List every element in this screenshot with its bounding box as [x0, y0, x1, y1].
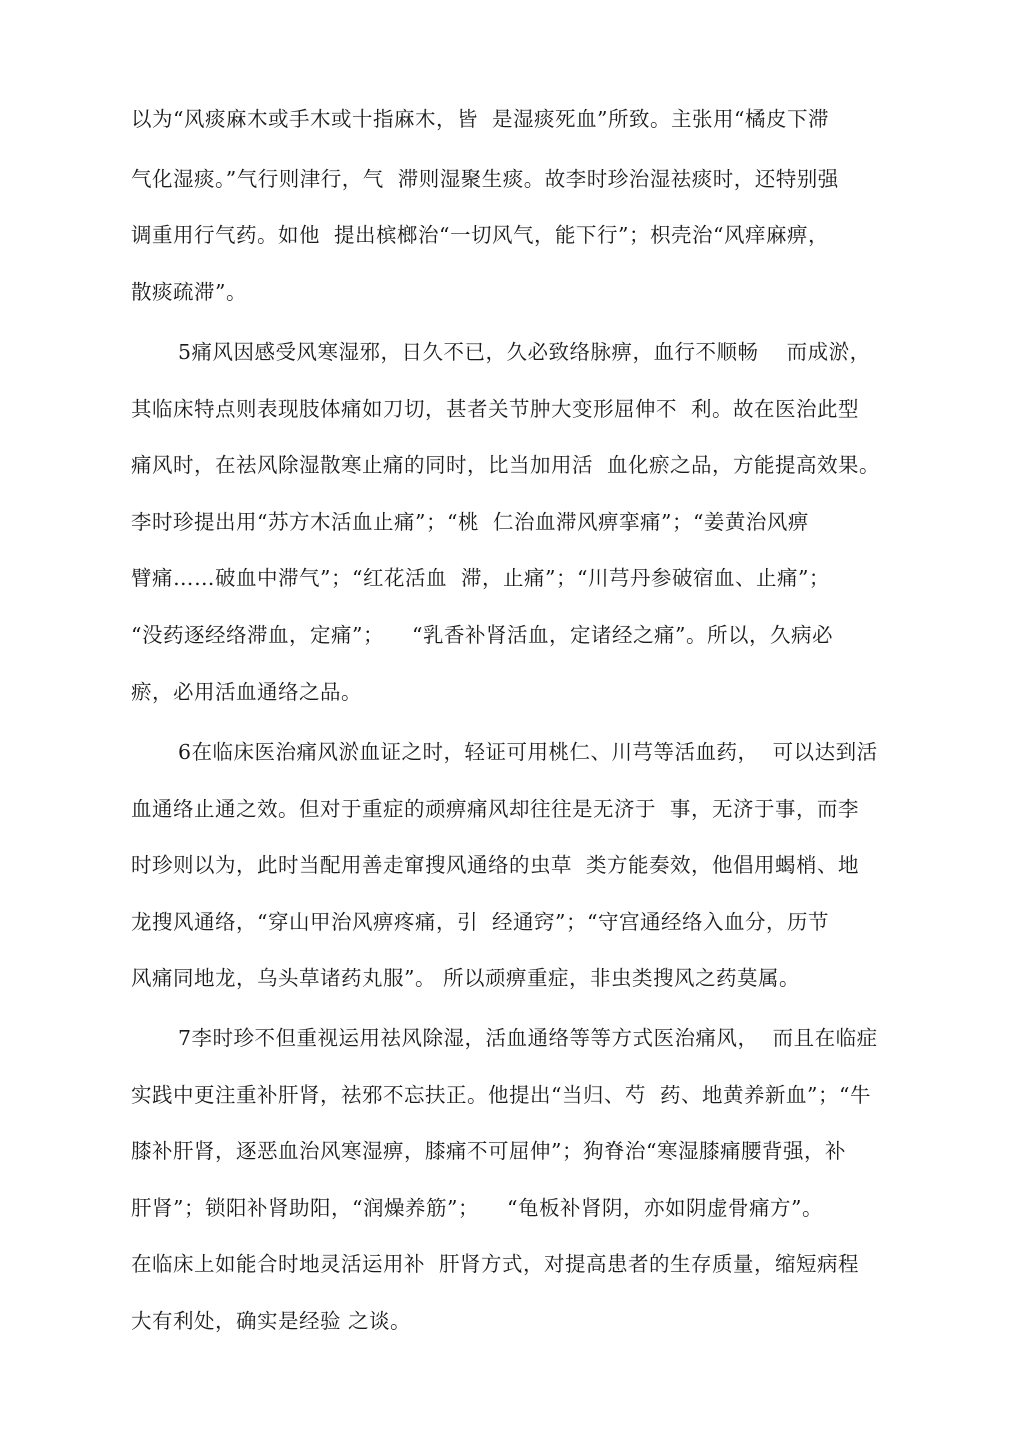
text-line: 7李时珍不但重视运用祛风除湿，活血通络等等方式医治痛风， 而且在临症	[178, 1026, 878, 1050]
text-line: 实践中更注重补肝肾，祛邪不忘扶正。他提出“当归、芍 药、地黄养新血”；“牛	[131, 1083, 871, 1107]
text-line: 痛风时，在祛风除湿散寒止痛的同时，比当加用活 血化瘀之品，方能提高效果。	[131, 453, 881, 477]
text-line: 散痰疏滞”。	[131, 280, 247, 304]
text-line: 臂痛……破血中滞气”；“红花活血 滞，止痛”；“川芎丹参破宿血、止痛”；	[131, 566, 830, 590]
text-line: 以为“风痰麻木或手木或十指麻木，皆 是湿痰死血”所致。主张用“橘皮下滞	[131, 107, 829, 131]
text-line: 其临床特点则表现肢体痛如刀切，甚者关节肿大变形屈伸不 利。故在医治此型	[131, 397, 860, 421]
text-line: 气化湿痰。”气行则津行，气 滞则湿聚生痰。故李时珍治湿祛痰时，还特别强	[131, 167, 839, 191]
text-line: 血通络止通之效。但对于重症的顽痹痛风却往往是无济于 事，无济于事，而李	[131, 797, 860, 821]
text-line: “没药逐经络滞血，定痛”； “乳香补肾活血，定诸经之痛”。所以，久病必	[131, 623, 833, 647]
text-line: 膝补肝肾，逐恶血治风寒湿痹，膝痛不可屈伸”；狗脊治“寒湿膝痛腰背强，补	[131, 1139, 846, 1163]
text-line: 肝肾”；锁阳补肾助阳，“润燥养筋”； “龟板补肾阴，亦如阴虚骨痛方”。	[131, 1196, 823, 1220]
text-line: 龙搜风通络，“穿山甲治风痹疼痛，引 经通窍”；“守宫通经络入血分，历节	[131, 910, 829, 934]
text-line: 5痛风因感受风寒湿邪，日久不已，久必致络脉痹，血行不顺畅 而成淤，	[178, 340, 871, 364]
text-line: 风痛同地龙，乌头草诸药丸服”。 所以顽痹重症，非虫类搜风之药莫属。	[131, 966, 800, 990]
text-line: 调重用行气药。如他 提出槟榔治“一切风气，能下行”；枳壳治“风痒麻痹，	[131, 223, 829, 247]
text-line: 李时珍提出用“苏方木活血止痛”；“桃 仁治血滞风痹挛痛”；“姜黄治风痹	[131, 510, 809, 534]
text-line: 时珍则以为，此时当配用善走窜搜风通络的虫草 类方能奏效，他倡用蝎梢、地	[131, 853, 860, 877]
text-line: 大有利处，确实是经验 之谈。	[131, 1309, 412, 1333]
text-line: 在临床上如能合时地灵活运用补 肝肾方式，对提高患者的生存质量，缩短病程	[131, 1252, 860, 1276]
text-line: 瘀，必用活血通络之品。	[131, 680, 362, 704]
text-line: 6在临床医治痛风淤血证之时，轻证可用桃仁、川芎等活血药， 可以达到活	[178, 740, 878, 764]
